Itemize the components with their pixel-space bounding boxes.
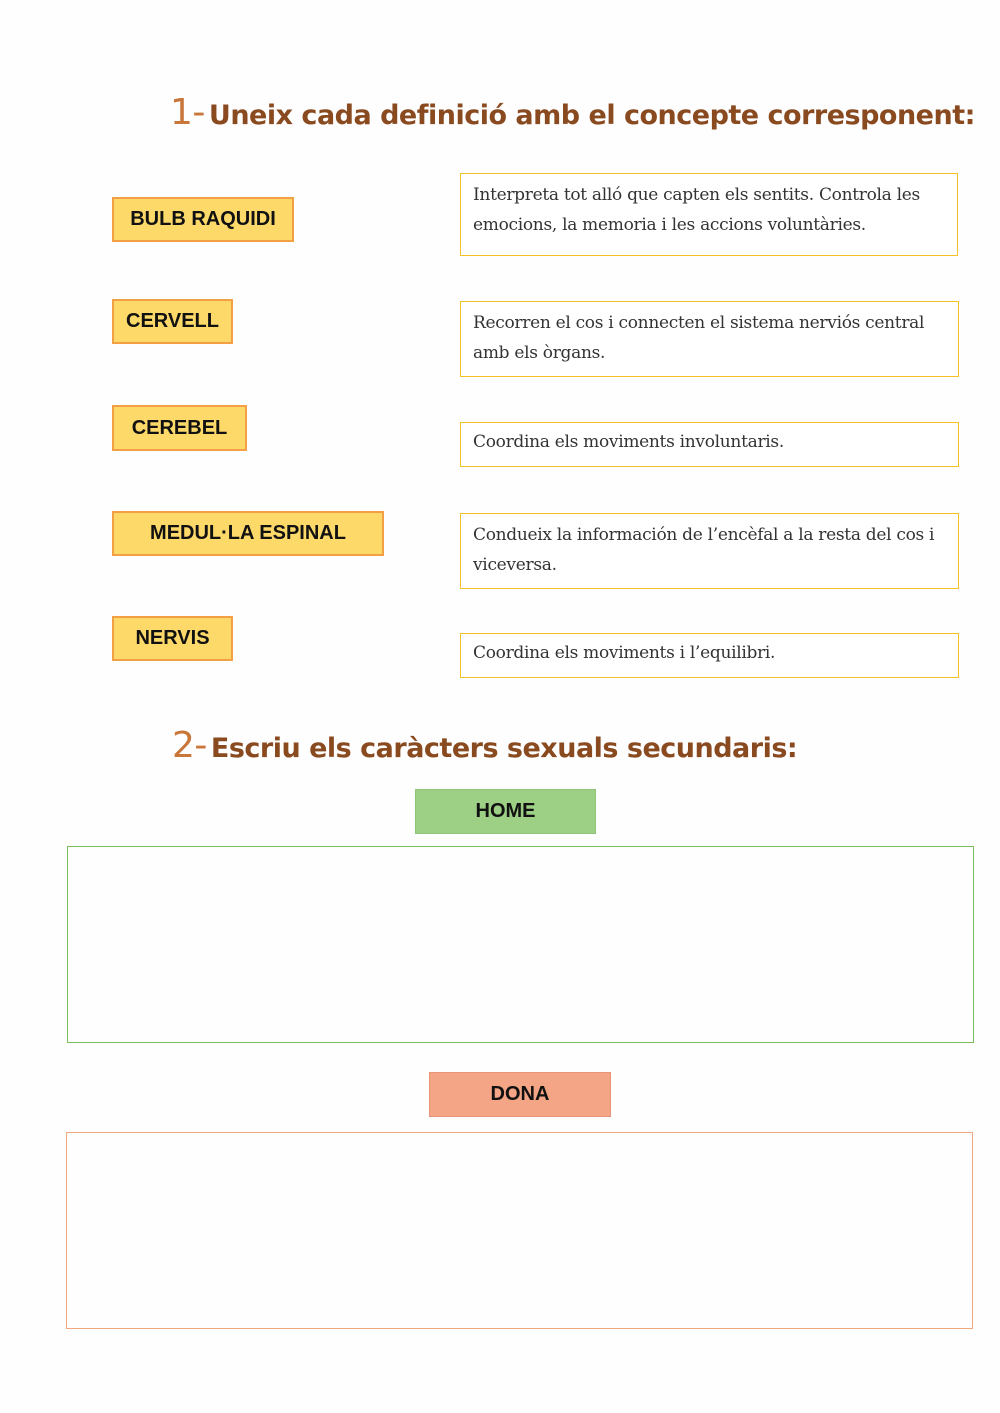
concept-bulb-raquidi[interactable]: BULB RAQUIDI	[112, 197, 294, 242]
home-answer-field[interactable]	[67, 846, 974, 1043]
dona-answer-field[interactable]	[66, 1132, 973, 1329]
concept-medulla-espinal[interactable]: MEDUL·LA ESPINAL	[112, 511, 384, 556]
concept-cerebel[interactable]: CEREBEL	[112, 405, 247, 451]
definition-box[interactable]: Coordina els moviments involuntaris.	[460, 422, 959, 467]
concept-nervis[interactable]: NERVIS	[112, 616, 233, 661]
question-2-title	[172, 725, 797, 766]
question-1-title	[170, 92, 975, 133]
definition-box[interactable]: Interpreta tot alló que capten els sentits. Controla les emocions, la memoria i les accions voluntàries.	[460, 173, 958, 256]
question-2-number: 2-	[172, 725, 207, 766]
definition-box[interactable]: Recorren el cos i connecten el sistema nerviós central amb els òrgans.	[460, 301, 959, 377]
question-1-number: 1-	[170, 92, 205, 133]
dona-label: DONA	[429, 1072, 611, 1117]
question-1-text: Uneix cada definició amb el concepte corresponent:	[208, 100, 975, 131]
definition-box[interactable]: Condueix la información de l’encèfal a la resta del cos i viceversa.	[460, 513, 959, 589]
question-2-text: Escriu els caràcters sexuals secundaris:	[210, 733, 798, 764]
definition-box[interactable]: Coordina els moviments i l’equilibri.	[460, 633, 959, 678]
concept-cervell[interactable]: CERVELL	[112, 299, 233, 344]
home-label: HOME	[415, 789, 596, 834]
